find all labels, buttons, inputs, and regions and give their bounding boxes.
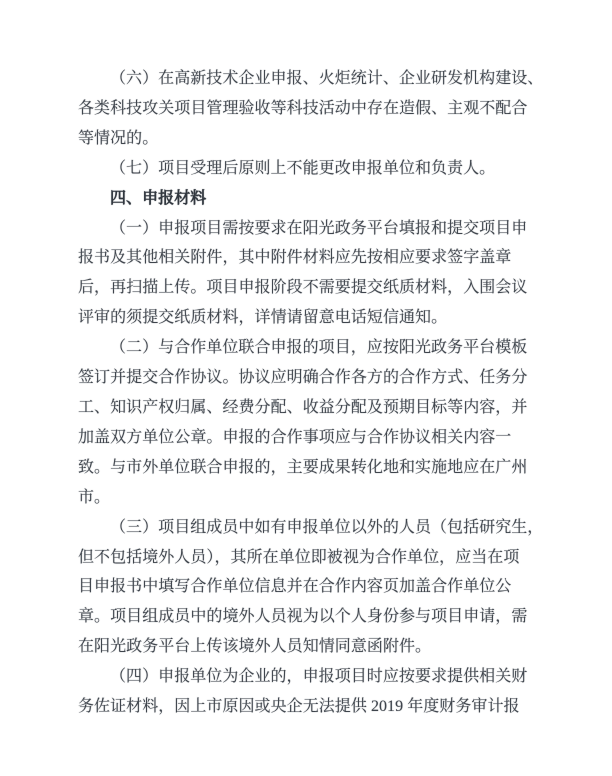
document-line: 务佐证材料，因上市原因或央企无法提供 2019 年度财务审计报 (78, 698, 520, 716)
document-line: 加盖双方单位公章。申报的合作事项应与合作协议相关内容一 (78, 428, 512, 446)
document-line: （二）与合作单位联合申报的项目，应按阳光政务平台模板 (110, 339, 528, 357)
document-line: 工、知识产权归属、经费分配、收益分配及预期目标等内容，并 (78, 398, 528, 416)
document-line: （一）申报项目需按要求在阳光政务平台填报和提交项目申 (110, 219, 528, 237)
document-line: 等情况的。 (78, 129, 159, 147)
document-line: 致。与市外单位联合申报的，主要成果转化地和实施地应在广州 (78, 458, 528, 476)
document-line: 在阳光政务平台上传该境外人员知情同意函附件。 (78, 638, 432, 656)
document-line: 目申报书中填写合作单位信息并在合作内容页加盖合作单位公 (78, 578, 512, 596)
document-line: 章。项目组成员中的境外人员视为以个人身份参与项目申请，需 (78, 608, 528, 626)
document-line: （七）项目受理后原则上不能更改申报单位和负责人。 (110, 159, 496, 177)
document-line: 市。 (78, 488, 111, 506)
document-line: 报书及其他相关附件，其中附件材料应先按相应要求签字盖章 (78, 249, 512, 267)
document-line: （六）在高新技术企业申报、火炬统计、企业研发机构建设、 (110, 70, 544, 87)
document-line: 但不包括境外人员），其所在单位即被视为合作单位，应当在项 (78, 548, 520, 566)
document-line: 各类科技攻关项目管理验收等科技活动中存在造假、主观不配合 (78, 99, 528, 117)
document-line: 签订并提交合作协议。协议应明确合作各方的合作方式、任务分 (78, 369, 528, 387)
document-line: 评审的须提交纸质材料，详情请留意电话短信通知。 (78, 309, 448, 327)
section-heading: 四、申报材料 (110, 189, 207, 207)
document-line: （三）项目组成员中如有申报单位以外的人员（包括研究生， (110, 518, 544, 536)
document-line: 后，再扫描上传。项目申报阶段不需要提交纸质材料，入围会议 (78, 279, 528, 297)
document-line: （四）申报单位为企业的，申报项目时应按要求提供相关财 (110, 668, 528, 686)
